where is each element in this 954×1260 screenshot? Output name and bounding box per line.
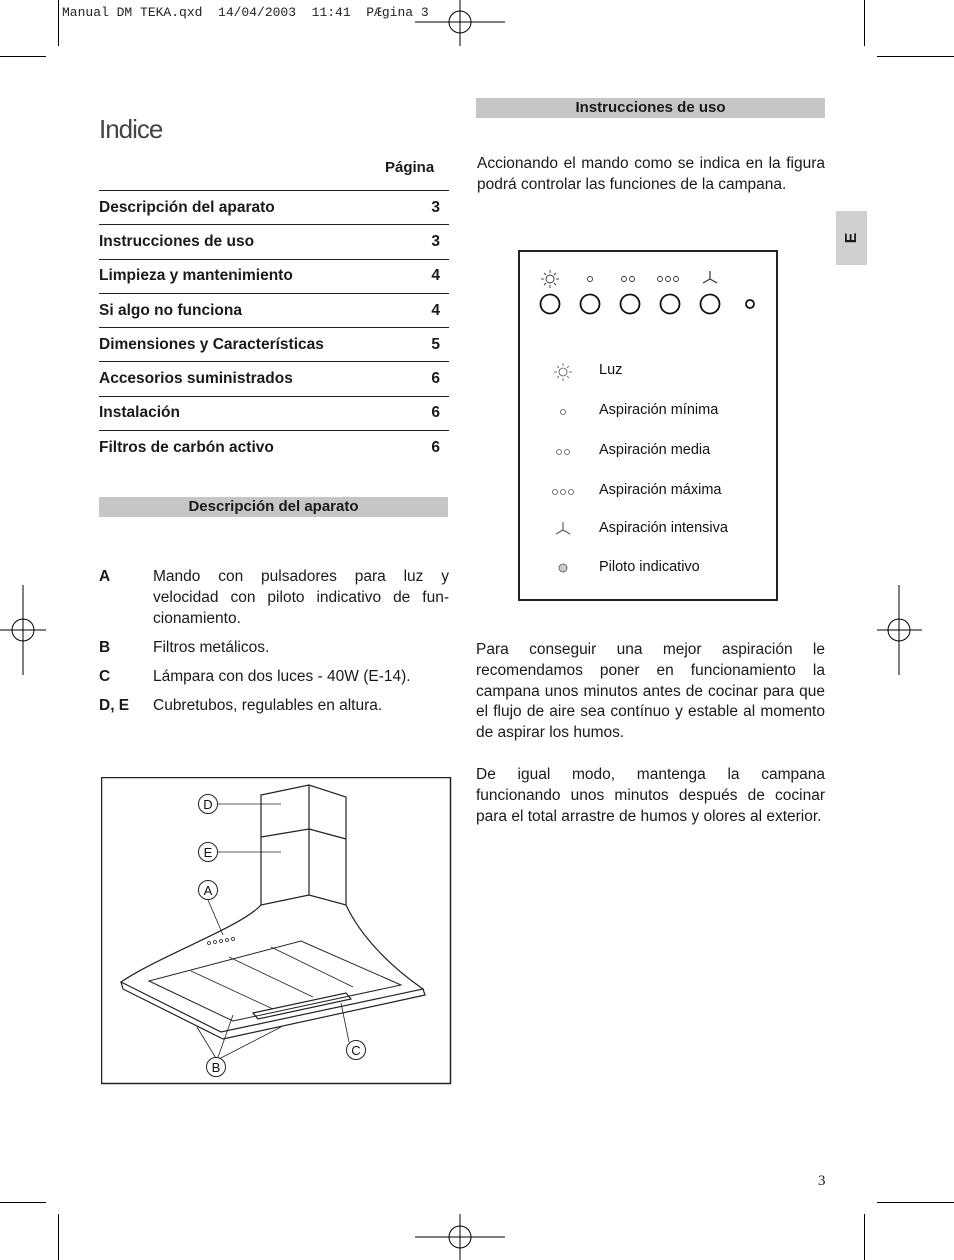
light-icon xyxy=(554,363,572,381)
legend-pilot-label: Piloto indicativo xyxy=(599,559,700,575)
page-number: 3 xyxy=(818,1173,826,1189)
list-item: D, E Cubretubos, regulables en altura. xyxy=(99,697,383,714)
speed-3-icon xyxy=(553,490,574,495)
list-item: A Mando con pulsadores para luz y velocidad con piloto indicativo de fun-cionamiento. xyxy=(99,568,449,627)
table-of-contents xyxy=(99,190,449,464)
legend-max-label: Aspiración máxima xyxy=(599,482,722,498)
instructions-paragraph-1: Para conseguir una mejor aspiración le recomendamos poner en funcionamiento la campana unos minutos antes de cocinar para que el flujo de aire sea contínuo y estable al momento de aspirar los humos. xyxy=(476,641,825,742)
fan-icon xyxy=(556,522,570,534)
index-title: Indice xyxy=(99,114,163,144)
legend-medium-label: Aspiración media xyxy=(599,442,711,458)
language-tab: E xyxy=(836,211,867,265)
callout-d: D xyxy=(203,797,213,812)
toc-row[interactable]: Limpieza y mantenimiento 4 xyxy=(99,259,449,293)
instructions-intro: Accionando el mando como se indica en la figura podrá controlar las funciones de la campana. xyxy=(477,155,825,193)
hood-diagram xyxy=(101,777,452,1085)
callout-b: B xyxy=(211,1060,221,1075)
page-column-label: Página xyxy=(385,159,435,176)
callout-c: C xyxy=(351,1043,361,1058)
instructions-heading: Instrucciones de uso xyxy=(476,98,825,118)
speed-1-icon xyxy=(561,410,566,415)
legend-light-label: Luz xyxy=(599,362,623,378)
control-panel-figure xyxy=(518,250,778,601)
description-heading: Descripción del aparato xyxy=(99,497,448,517)
toc-row[interactable]: Instrucciones de uso 3 xyxy=(99,224,449,258)
toc-row[interactable]: Accesorios suministrados 6 xyxy=(99,361,449,395)
toc-row[interactable]: Instalación 6 xyxy=(99,396,449,430)
callout-e: E xyxy=(203,845,213,860)
legend-min-label: Aspiración mínima xyxy=(599,402,719,418)
pilot-light-icon xyxy=(559,564,567,572)
file-header: Manual DM TEKA.qxd 14/04/2003 11:41 PÆgina 3 xyxy=(62,5,429,20)
instructions-paragraph-2: De igual modo, mantenga la campana funcionando unos minutos después de cocinar para el total arrastre de humos y olores al exterior. xyxy=(476,766,825,825)
toc-row[interactable]: Filtros de carbón activo 6 xyxy=(99,430,449,464)
toc-row[interactable]: Descripción del aparato 3 xyxy=(99,190,449,224)
list-item: B Filtros metálicos. xyxy=(99,639,270,656)
legend-intensive-label: Aspiración intensiva xyxy=(599,520,728,536)
panel-top-icons xyxy=(541,270,717,288)
toc-row[interactable]: Dimensiones y Características 5 xyxy=(99,327,449,361)
description-list xyxy=(99,566,449,724)
panel-buttons xyxy=(541,295,755,314)
speed-2-icon xyxy=(557,450,570,455)
callout-a: A xyxy=(203,883,213,898)
list-item: C Lámpara con dos luces - 40W (E-14). xyxy=(99,668,411,685)
toc-row[interactable]: Si algo no funciona 4 xyxy=(99,293,449,327)
